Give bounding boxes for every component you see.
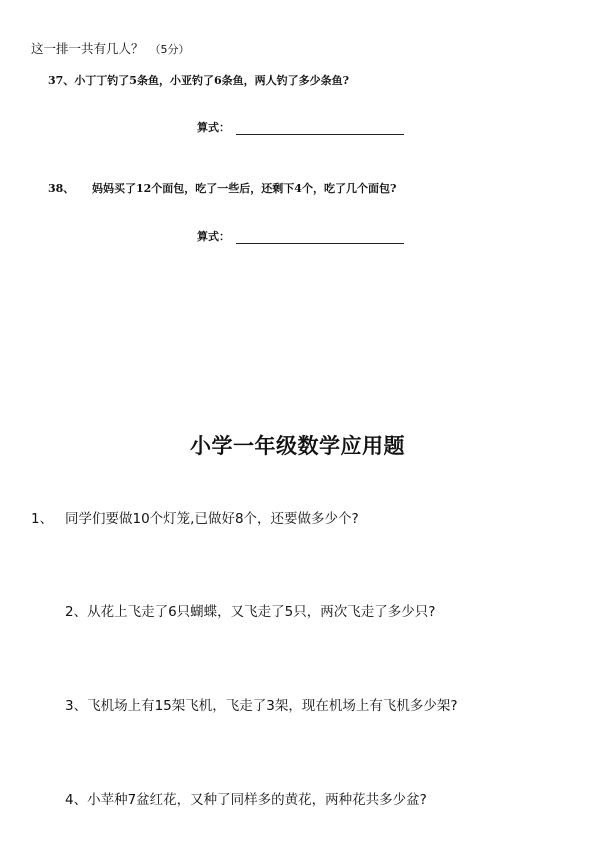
question-number: 38、	[48, 182, 75, 195]
intro-points: （5分）	[149, 43, 190, 56]
answer-blank-line	[236, 122, 404, 135]
formula-38	[197, 228, 404, 244]
intro-text: 这一排一共有几人？	[31, 41, 144, 56]
formula-37	[197, 119, 404, 135]
formula-label: 算式：	[197, 121, 230, 134]
question-38-text: 妈妈买了12个面包，吃了一些后，还剩下4个，吃了几个面包?	[92, 182, 397, 195]
question-37	[48, 72, 349, 88]
question-text: 小丁丁钓了5条鱼，小亚钓了6条鱼，两人钓了多少条鱼?	[74, 74, 350, 87]
intro-question	[31, 39, 190, 57]
problem-4-text: 4、小苹种7盆红花，又种了同样多的黄花，两种花共多少盆?	[65, 792, 427, 808]
section-title: 小学一年级数学应用题	[190, 434, 405, 458]
question-number: 37、	[48, 74, 75, 87]
problem-1-text: 同学们要做10个灯笼,已做好8个，还要做多少个?	[65, 511, 359, 527]
problem-2-text: 2、从花上飞走了6只蝴蝶，又飞走了5只，两次飞走了多少只?	[65, 604, 436, 620]
problem-3-text: 3、飞机场上有15架飞机，飞走了3架，现在机场上有飞机多少架?	[65, 698, 458, 714]
formula-label: 算式：	[197, 230, 230, 243]
problem-1-number: 1、	[31, 511, 54, 527]
answer-blank-line	[236, 231, 404, 244]
